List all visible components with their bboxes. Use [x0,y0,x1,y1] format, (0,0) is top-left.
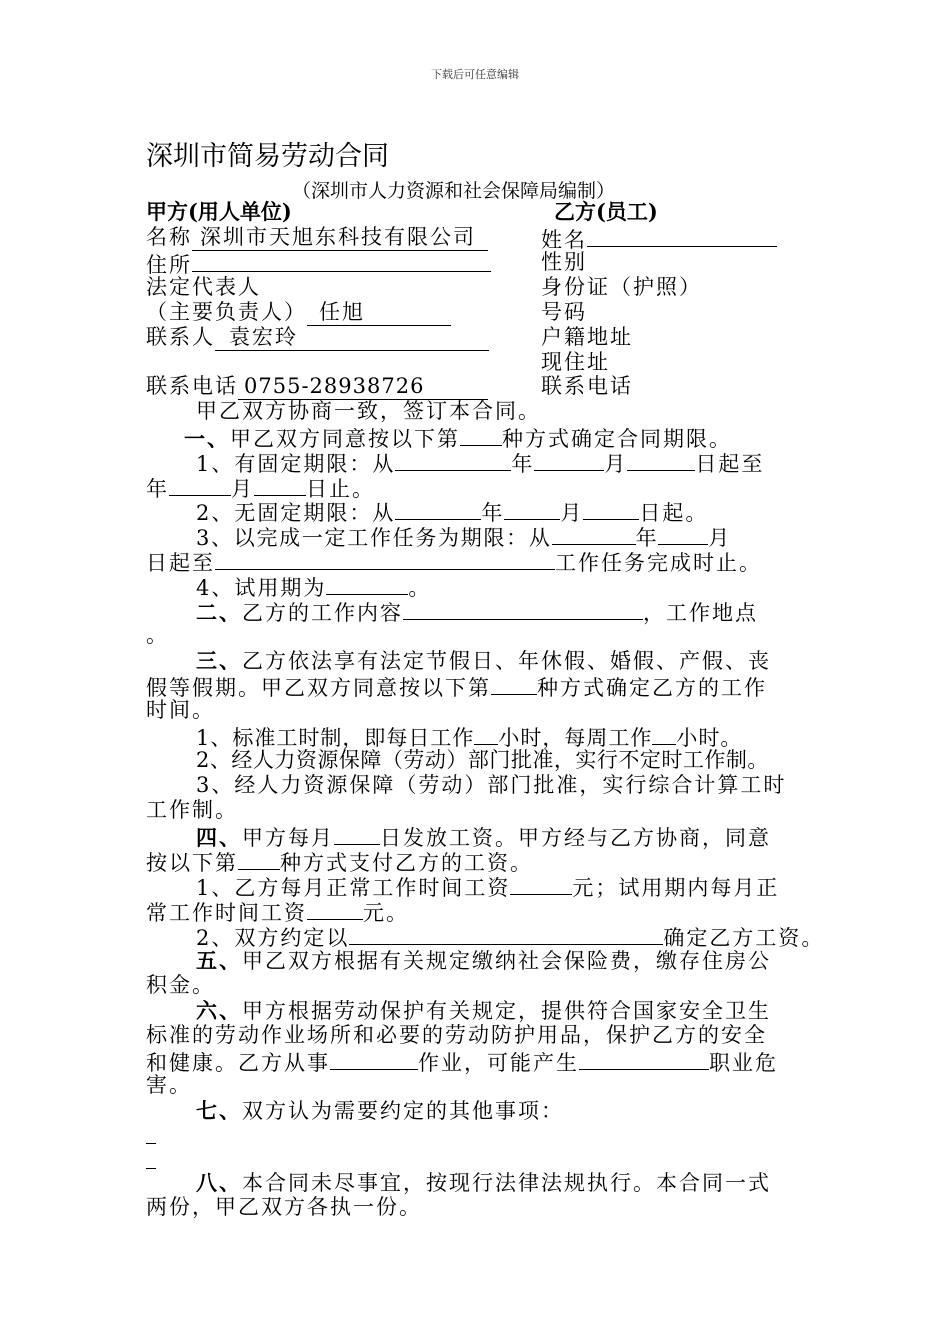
term-1-month-label: 月 [604,452,628,476]
probation-line [196,573,431,601]
other-terms-blank-2[interactable] [146,1168,156,1169]
wage-1-line [196,873,779,901]
party-a-heading: 甲方(用人单位) [146,199,292,224]
wage-2-line [196,923,824,951]
wage-basis-field[interactable] [349,923,663,945]
section-1-line [184,424,732,452]
section-2-text-b: ，工作地点 [643,601,758,625]
term-2-start-year[interactable] [395,498,481,520]
contract-term-type-field[interactable] [460,424,502,446]
party-b-id-label: 身份证（护照） [541,275,702,299]
party-a-rep-value: 任旭 [319,300,365,324]
section-4-line-2 [146,848,533,876]
section-3-text-c: 种方式确定乙方的工作 [537,676,767,700]
party-a-contact-field[interactable] [215,325,489,351]
section-1-text-b: 种方式确定合同期限。 [502,427,732,451]
document-title: 深圳市简易劳动合同 [146,141,389,172]
section-8-line-1 [196,1170,771,1196]
term-1-end-month-label: 月 [231,477,254,501]
term-2-start-day[interactable] [583,498,639,520]
section-7-text: 双方认为需要约定的其他事项： [242,1099,564,1123]
pay-method-field[interactable] [238,848,280,870]
weekly-hours-field[interactable] [652,723,676,745]
term-1-day-label: 日起至 [695,452,765,476]
section-4-text-a: 甲方每月 [242,826,334,850]
term-3-start-year[interactable] [552,523,636,545]
section-4-text-b: 日发放工资。甲方经与乙方协商，同意 [380,826,771,850]
wage-1-text-b: 元；试用期内每月正 [572,876,780,900]
term-1-start-day[interactable] [627,449,695,471]
term-2-month-label: 月 [560,501,584,525]
hours-3-line: 3、经人力资源保障（劳动）部门批准，实行综合计算工时 [196,773,787,797]
term-2-day-label: 日起。 [639,501,709,525]
job-content-field[interactable] [403,598,643,620]
section-2-end: 。 [146,623,167,647]
section-7-number: 七、 [196,1098,242,1123]
term-3-line-2 [146,548,762,576]
term-2-line [196,498,708,526]
section-4-number: 四、 [196,825,242,850]
party-a-name-row [146,225,488,251]
hours-1-line [196,723,742,751]
term-1-start-month[interactable] [534,449,604,471]
party-a-contact-value: 袁宏玲 [229,325,298,349]
section-8-text-a: 本合同未尽事宜，按现行法律法规执行。本合同一式 [242,1171,771,1195]
term-3-end-text: 工作任务完成时止。 [555,551,762,575]
term-3-day-label: 日起至 [146,551,215,575]
party-b-name-field[interactable] [587,225,777,247]
section-2-number: 二、 [196,600,242,625]
section-6-number: 六、 [196,998,242,1023]
term-3-month-label: 月 [708,526,731,550]
section-1-number: 一、 [184,426,230,451]
term-3-text: 3、以完成一定工作任务为期限：从 [196,526,552,550]
party-a-phone-field[interactable] [238,374,488,400]
term-1-line [196,449,764,477]
term-1-end-year-label: 年 [146,477,169,501]
section-6-text-e: 职业危 [709,1051,778,1075]
section-2-text-a: 乙方的工作内容 [242,601,403,625]
party-a-contact-row [146,325,489,351]
section-2-line [196,598,758,626]
party-a-address-label: 住所 [146,253,192,277]
term-2-year-label: 年 [481,501,505,525]
party-a-phone-label: 联系电话 [146,374,238,398]
wage-2-text-a: 2、双方约定以 [196,926,350,950]
party-a-rep-label: 法定代表人 [146,275,261,299]
section-6-text-c: 和健康。乙方从事 [146,1051,330,1075]
term-3-task-field[interactable] [215,548,555,570]
hours-1-text-b: 小时，每周工作 [498,726,653,750]
page-header: 下载后可任意编辑 [431,68,519,81]
party-a-rep-label2: （主要负责人） [146,300,307,324]
term-2-start-month[interactable] [504,498,560,520]
section-4-line-1 [196,823,771,851]
party-a-name-value: 深圳市天旭东科技有限公司 [200,225,476,249]
section-3-text-a: 乙方依法享有法定节假日、年休假、婚假、产假、丧 [242,649,771,673]
document-subtitle: （深圳市人力资源和社会保障局编制） [292,180,616,202]
section-4-text-c: 按以下第 [146,851,238,875]
probation-wage-field[interactable] [307,898,363,920]
term-1-start-year[interactable] [395,449,511,471]
party-a-rep-row [146,300,451,326]
term-2-text: 2、无固定期限：从 [196,501,396,525]
party-a-phone-row [146,374,488,400]
section-6-line-1 [196,998,771,1024]
probation-end: 。 [408,576,432,600]
term-3-start-month[interactable] [658,523,708,545]
section-8-line-2: 两份，甲乙双方各执一份。 [146,1195,422,1219]
probation-text: 4、试用期为 [196,576,327,600]
party-b-phone-label: 联系电话 [541,374,633,398]
section-3-line-1 [196,648,771,674]
other-terms-blank-1[interactable] [146,1143,156,1144]
monthly-wage-field[interactable] [510,873,572,895]
party-a-name-label: 名称 [146,225,192,249]
term-1-end-month[interactable] [254,474,306,496]
hours-1-text-a: 1、标准工时制，即每日工作 [196,726,475,750]
section-8-number: 八、 [196,1170,242,1195]
party-b-id-label2: 号码 [541,300,587,324]
party-a-address-row [146,250,491,278]
section-6-text-d: 作业，可能产生 [418,1051,579,1075]
party-b-hukou-label: 户籍地址 [541,325,633,349]
party-b-gender-label: 性别 [541,250,587,274]
wage-1-line-2 [146,898,409,926]
term-3-line [196,523,731,551]
section-7-line [196,1098,564,1124]
section-3-number: 三、 [196,648,242,673]
work-hours-type-field[interactable] [491,673,537,695]
party-a-contact-label: 联系人 [146,325,215,349]
section-3-line-2 [146,673,767,701]
party-a-rep-field[interactable] [307,300,451,326]
probation-field[interactable] [326,573,408,595]
section-4-text-d: 种方式支付乙方的工资。 [280,851,533,875]
term-1-text: 1、有固定期限：从 [196,452,396,476]
section-5-line-1 [196,948,771,974]
section-6-line-2: 标准的劳动作业场所和必要的劳动防护用品，保护乙方的安全 [146,1023,767,1047]
section-1-text-a: 甲乙双方同意按以下第 [230,427,460,451]
hours-2-line: 2、经人力资源保障（劳动）部门批准，实行不定时工作制。 [196,748,769,772]
section-3-line-3: 时间。 [146,698,215,722]
wage-1-text-c: 常工作时间工资 [146,901,307,925]
payday-field[interactable] [334,823,380,845]
work-type-field[interactable] [330,1048,418,1070]
term-3-year-label: 年 [635,526,659,550]
hours-1-text-c: 小时。 [676,726,743,750]
party-a-phone-value: 0755-28938726 [244,374,425,398]
section-6-line-4: 害。 [146,1073,192,1097]
term-1-end-day-label: 日止。 [306,477,375,501]
section-6-text-a: 甲方根据劳动保护有关规定，提供符合国家安全卫生 [242,999,771,1023]
wage-2-text-b: 确定乙方工资。 [663,926,825,950]
hours-3-line-2: 工作制。 [146,798,238,822]
section-3-text-b: 假等假期。甲乙双方同意按以下第 [146,676,491,700]
intro-line: 甲乙双方协商一致，签订本合同。 [196,399,541,423]
wage-1-text-d: 元。 [363,901,409,925]
term-1-end-year[interactable] [169,474,231,496]
party-a-address-field[interactable] [192,250,491,272]
section-5-line-2: 积金。 [146,973,215,997]
daily-hours-field[interactable] [474,723,498,745]
section-6-line-3 [146,1048,778,1076]
party-b-name-label: 姓名 [541,228,587,252]
occupational-hazard-field[interactable] [579,1048,709,1070]
wage-1-text-a: 1、乙方每月正常工作时间工资 [196,876,511,900]
party-b-name-row [541,225,777,253]
section-5-number: 五、 [196,948,242,973]
term-1-year-label: 年 [511,452,535,476]
section-5-text-a: 甲乙双方根据有关规定缴纳社会保险费，缴存住房公 [242,949,771,973]
party-b-heading: 乙方(员工) [554,199,658,224]
party-a-name-field[interactable] [192,225,488,251]
party-b-current-address-label: 现住址 [541,350,610,374]
